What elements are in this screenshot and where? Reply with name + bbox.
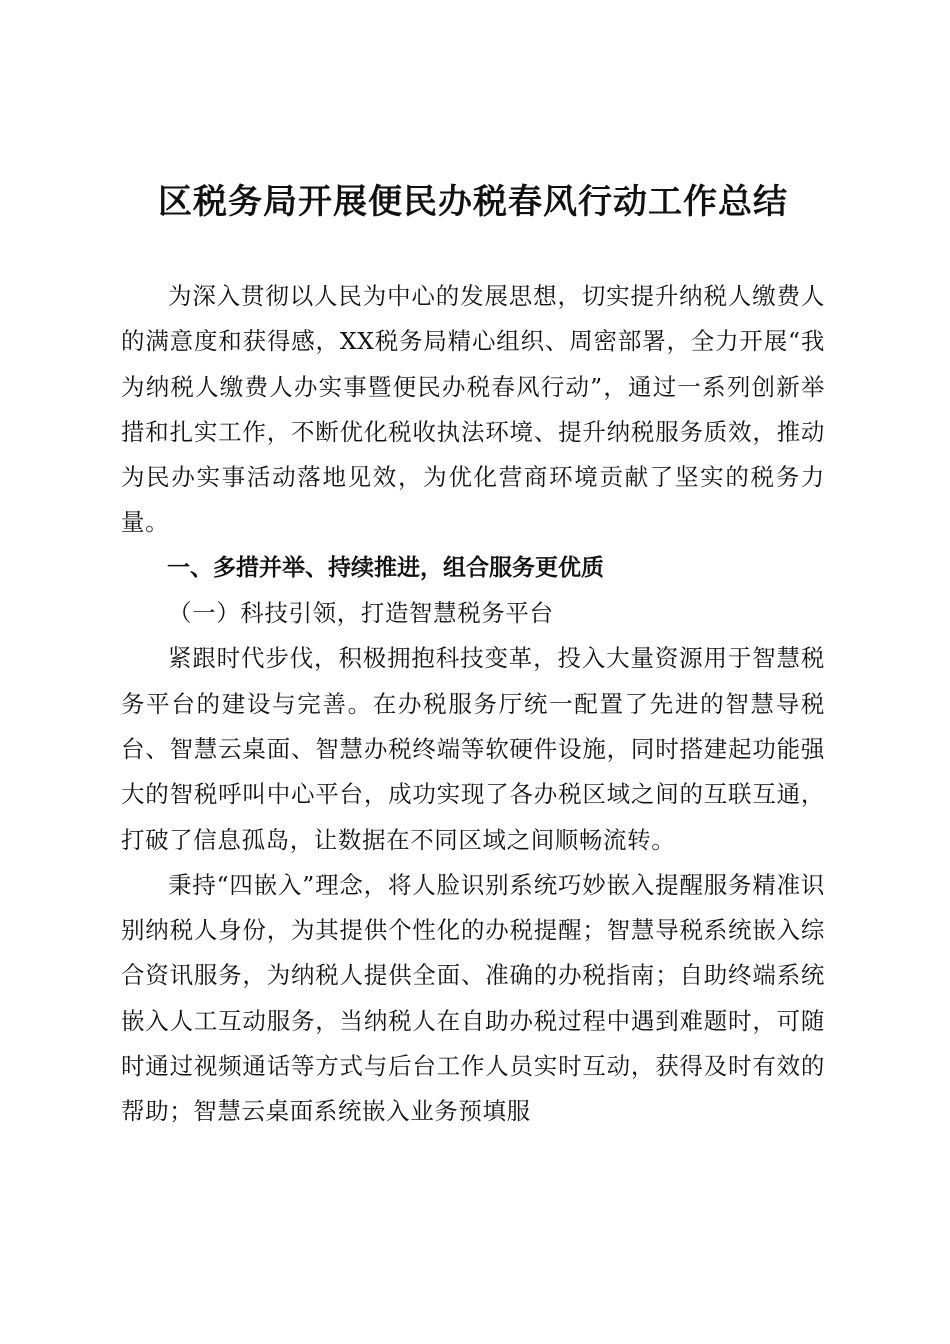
body-paragraph-smart-platform: 紧跟时代步伐，积极拥抱科技变革，投入大量资源用于智慧税务平台的建设与完善。在办税服务厅统一配置了先进的智慧导税台、智慧云桌面、智慧办税终端等软硬件设施，同时搭建起功能强大的智税呼叫中心平台，成功实现了各办税区域之间的互联互通，打破了信息孤岛，让数据在不同区域之间顺畅流转。 [121, 644, 825, 854]
subsection-heading-1: （一）科技引领，打造智慧税务平台 [168, 599, 554, 628]
body-paragraph-four-embeddings: 秉持“四嵌入”理念，将人脸识别系统巧妙嵌入提醒服务精准识别纳税人身份，为其提供个性化的办税提醒；智慧导税系统嵌入综合资讯服务，为纳税人提供全面、准确的办税指南；自助终端系统嵌入人工互动服务，当纳税人在自助办税过程中遇到难题时，可随时通过视频通话等方式与后台工作人员实时互动，获得及时有效的帮助；智慧云桌面系统嵌入业务预填服 [121, 870, 825, 1126]
document-title: 区税务局开展便民办税春风行动工作总结 [158, 182, 788, 222]
section-heading-1: 一、多措并举、持续推进，组合服务更优质 [167, 554, 604, 581]
document-body [121, 274, 825, 1135]
intro-paragraph: 为深入贯彻以人民为中心的发展思想，切实提升纳税人缴费人的满意度和获得感，XX税务局精心组织、周密部署，全力开展“我为纳税人缴费人办实事暨便民办税春风行动”，通过一系列创新举措和扎实工作，不断优化税收执法环境、提升纳税服务质效，推动为民办实事活动落地见效，为优化营商环境贡献了坚实的税务力量。 [121, 282, 825, 537]
